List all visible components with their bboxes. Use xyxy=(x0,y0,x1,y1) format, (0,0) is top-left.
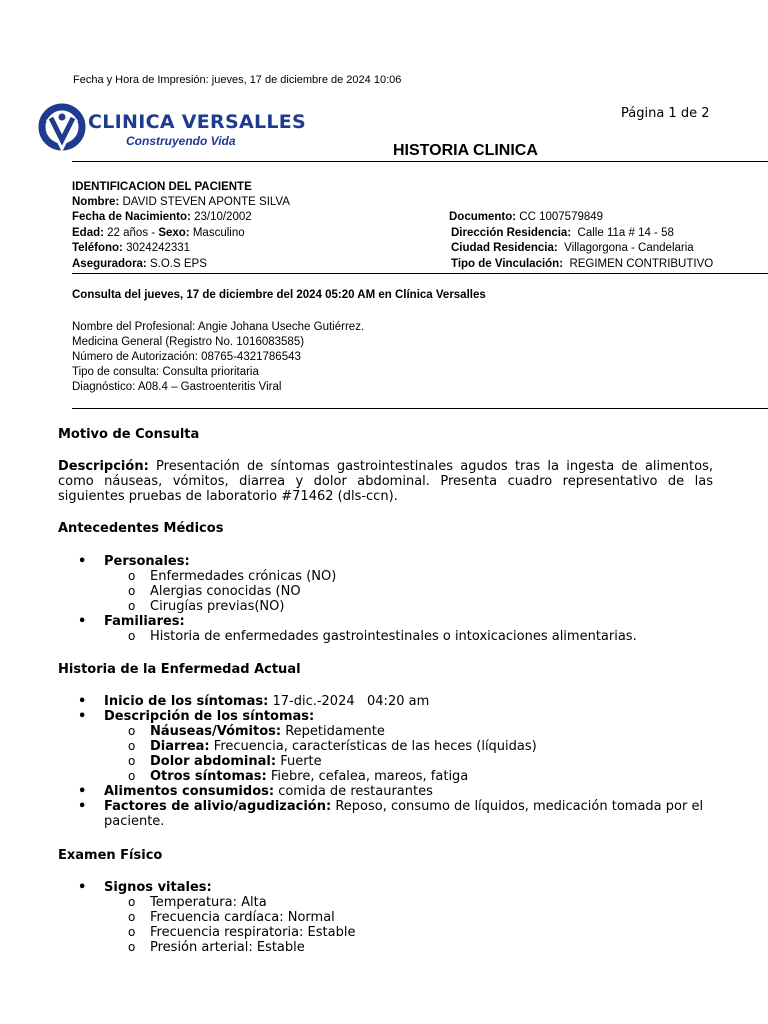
sintoma-label: Diarrea: xyxy=(150,739,210,754)
motivo-description xyxy=(58,459,713,504)
list-item: o Presión arterial: Estable xyxy=(58,940,738,955)
list-item xyxy=(58,769,718,784)
clinic-emblem-icon xyxy=(38,102,86,152)
patient-age: 22 años - xyxy=(107,227,156,239)
sintoma-label: Náuseas/Vómitos: xyxy=(150,724,282,739)
motivo-desc-label: Descripción: xyxy=(58,459,149,474)
alimentos-value: comida de restaurantes xyxy=(278,784,433,799)
professional-info xyxy=(72,320,364,395)
patient-name-label: Nombre: xyxy=(72,196,120,208)
list-item: o Frecuencia respiratoria: Estable xyxy=(58,925,738,940)
list-item xyxy=(58,880,738,895)
patient-phone-label: Teléfono: xyxy=(72,242,123,254)
patient-name: DAVID STEVEN APONTE SILVA xyxy=(122,196,290,208)
print-datetime: Fecha y Hora de Impresión: jueves, 17 de diciembre de 2024 10:06 xyxy=(73,74,402,86)
patient-section-title: IDENTIFICACION DEL PACIENTE xyxy=(72,181,252,193)
patient-city-row xyxy=(451,241,694,256)
antecedentes-list xyxy=(58,554,738,644)
list-item: o Alergias conocidas (NO xyxy=(58,584,738,599)
professional-line: Tipo de consulta: Consulta prioritaria xyxy=(72,366,259,378)
sintoma-label: Dolor abdominal: xyxy=(150,754,277,769)
patient-phone-row xyxy=(72,241,190,256)
sintoma-value: Fiebre, cefalea, mareos, fatiga xyxy=(270,769,469,784)
patient-address-row xyxy=(451,226,674,241)
list-item: o Temperatura: Alta xyxy=(58,895,738,910)
patient-link-row xyxy=(451,257,713,272)
list-item xyxy=(58,614,738,629)
professional-line: Número de Autorización: 08765-4321786543 xyxy=(72,351,301,363)
patient-phone: 3024242331 xyxy=(126,242,191,254)
sintomas-desc-label: Descripción de los síntomas: xyxy=(104,709,315,724)
patient-sex-label: Sexo: xyxy=(158,227,190,239)
inicio-value: 17-dic.-2024 04:20 am xyxy=(272,694,430,709)
clinic-tagline: Construyendo Vida xyxy=(126,134,236,148)
professional-divider xyxy=(72,408,768,409)
patient-link-label: Tipo de Vinculación: xyxy=(451,258,564,270)
patient-document-row xyxy=(449,210,603,225)
patient-age-label: Edad: xyxy=(72,227,104,239)
inicio-label: Inicio de los síntomas: xyxy=(104,694,269,709)
patient-city: Villagorgona - Candelaria xyxy=(564,242,694,254)
examen-title: Examen Físico xyxy=(58,848,163,863)
patient-dob-row xyxy=(72,210,252,225)
patient-divider xyxy=(72,273,768,274)
list-item xyxy=(58,694,718,709)
list-item: o Cirugías previas(NO) xyxy=(58,599,738,614)
motivo-desc-text: Presentación de síntomas gastrointestinales agudos tras la ingesta de alimentos, como náuseas, vómitos, diarrea y dolor abdominal. Presenta cuadro representativo de las siguientes pruebas de laboratorio #71462 (dls-ccn). xyxy=(58,459,713,504)
patient-dob-label: Fecha de Nacimiento: xyxy=(72,211,191,223)
list-item xyxy=(58,754,718,769)
vitales-label: Signos vitales: xyxy=(104,880,212,895)
doc-title: HISTORIA CLINICA xyxy=(393,142,538,159)
factores-label: Factores de alivio/agudización: xyxy=(104,799,332,814)
factores-value: Reposo, consumo de líquidos, medicación tomada por el paciente. xyxy=(104,799,704,829)
patient-address-label: Dirección Residencia: xyxy=(451,227,572,239)
alimentos-label: Alimentos consumidos: xyxy=(104,784,275,799)
page-number: Página 1 de 2 xyxy=(621,106,710,121)
patient-insurer-row xyxy=(72,257,207,272)
patient-age-row xyxy=(72,226,245,241)
list-item xyxy=(58,799,718,829)
patient-insurer: S.O.S EPS xyxy=(149,258,207,270)
familiares-label: Familiares: xyxy=(104,614,185,629)
list-item xyxy=(58,739,718,754)
sintoma-value: Fuerte xyxy=(280,754,322,769)
patient-insurer-label: Aseguradora: xyxy=(72,258,147,270)
sintoma-value: Frecuencia, características de las heces (líquidas) xyxy=(213,739,537,754)
consult-header: Consulta del jueves, 17 de diciembre del 2024 05:20 AM en Clínica Versalles xyxy=(72,289,486,301)
sintoma-label: Otros síntomas: xyxy=(150,769,267,784)
patient-address: Calle 11a # 14 - 58 xyxy=(577,227,674,239)
patient-link: REGIMEN CONTRIBUTIVO xyxy=(569,258,714,270)
clinic-name: CLINICA VERSALLES xyxy=(88,111,307,133)
patient-city-label: Ciudad Residencia: xyxy=(451,242,558,254)
antecedentes-title: Antecedentes Médicos xyxy=(58,521,224,536)
professional-line: Diagnóstico: A08.4 – Gastroenteritis Viral xyxy=(72,381,282,393)
patient-sex: Masculino xyxy=(192,227,245,239)
patient-dob: 23/10/2002 xyxy=(194,211,252,223)
professional-line: Medicina General (Registro No. 1016083585) xyxy=(72,336,305,348)
personales-label: Personales: xyxy=(104,554,190,569)
list-item: o Frecuencia cardíaca: Normal xyxy=(58,910,738,925)
examen-list xyxy=(58,880,738,955)
list-item xyxy=(58,784,718,799)
historia-title: Historia de la Enfermedad Actual xyxy=(58,662,301,677)
list-item: o Enfermedades crónicas (NO) xyxy=(58,569,738,584)
professional-line: Nombre del Profesional: Angie Johana Useche Gutiérrez. xyxy=(72,321,365,333)
patient-name-row xyxy=(72,195,290,210)
sintoma-value: Repetidamente xyxy=(285,724,385,739)
historia-list xyxy=(58,694,718,829)
patient-document: CC 1007579849 xyxy=(519,211,604,223)
list-item xyxy=(58,709,718,724)
clinic-logo xyxy=(38,102,338,154)
patient-document-label: Documento: xyxy=(449,211,517,223)
title-divider xyxy=(72,161,768,162)
list-item xyxy=(58,724,718,739)
motivo-title: Motivo de Consulta xyxy=(58,427,200,442)
list-item: o Historia de enfermedades gastrointestinales o intoxicaciones alimentarias. xyxy=(58,629,738,644)
list-item xyxy=(58,554,738,569)
